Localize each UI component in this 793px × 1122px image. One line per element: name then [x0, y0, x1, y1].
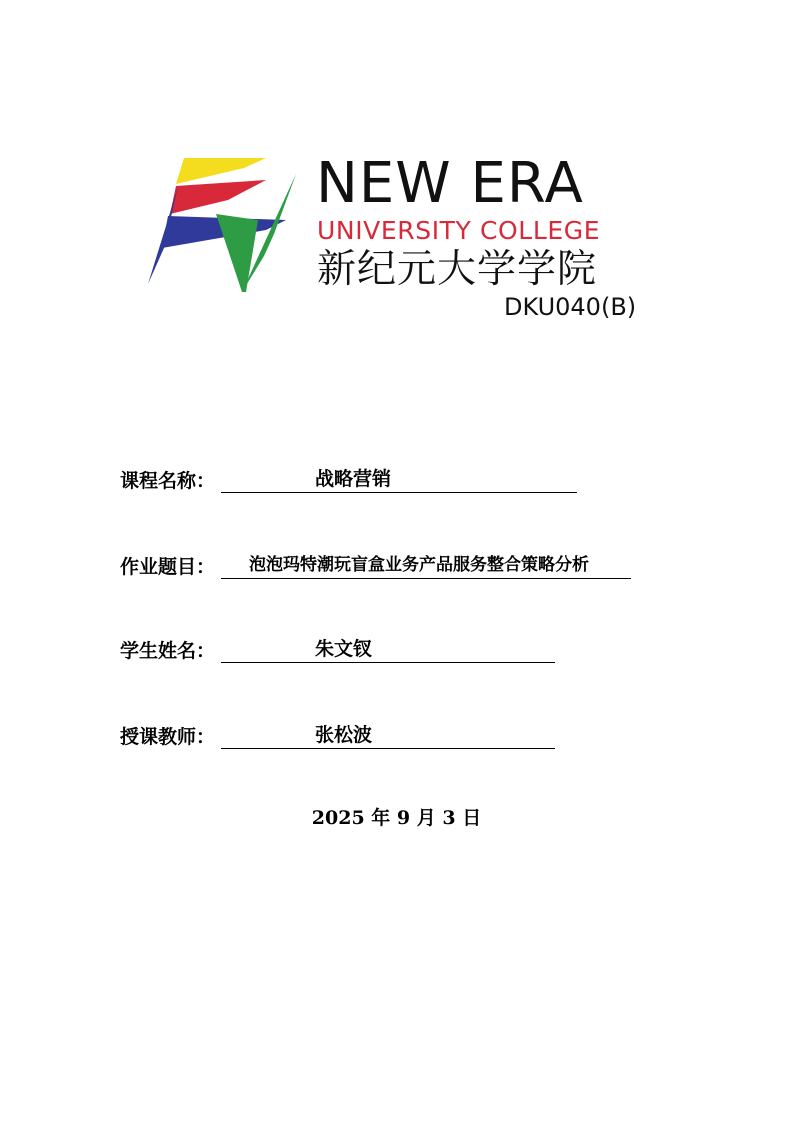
course-name-field [120, 463, 577, 493]
assignment-title-value: 泡泡玛特潮玩盲盒业务产品服务整合策略分析 [221, 553, 631, 579]
submission-date: 2025 年 9 月 3 日 [311, 807, 482, 829]
assignment-title-label: 作业题目： [120, 556, 216, 578]
student-name-label: 学生姓名： [120, 640, 216, 662]
university-logo [146, 152, 646, 327]
course-name-label: 课程名称： [120, 470, 216, 492]
student-name-value: 朱文钗 [221, 637, 555, 663]
logo-line-chinese-name: 新纪元大学学院 [317, 247, 598, 292]
instructor-value: 张松波 [221, 723, 555, 749]
assignment-title-field [120, 549, 631, 579]
logo-line-new-era: NEW ERA [316, 151, 584, 216]
instructor-label: 授课教师： [120, 726, 216, 748]
logo-line-code: DKU040(B) [504, 293, 637, 321]
instructor-field [120, 719, 555, 749]
logo-line-university-college: UNIVERSITY COLLEGE [317, 216, 601, 245]
student-name-field [120, 633, 555, 663]
logo-emblem-icon [146, 156, 306, 296]
course-name-value: 战略营销 [221, 467, 577, 493]
